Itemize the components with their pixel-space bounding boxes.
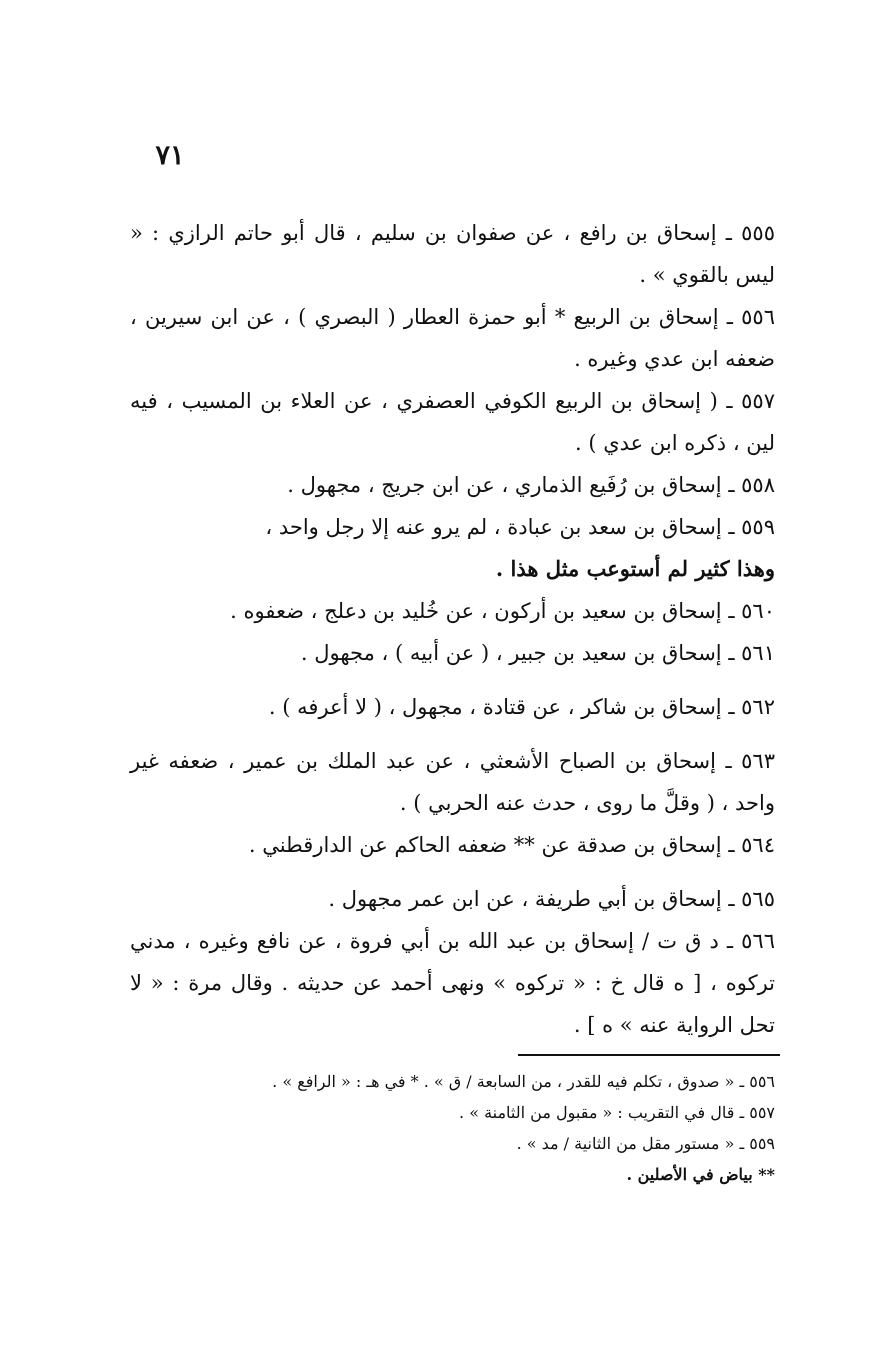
page-number: ٧١: [155, 140, 185, 171]
entry-562: ٥٦٢ ـ إسحاق بن شاكر ، عن قتادة ، مجهول ، ( لا أعرفه ) .: [268, 695, 775, 719]
entry-564: ٥٦٤ ـ إسحاق بن صدقة عن ** ضعفه الحاكم عن الدارقطني .: [248, 833, 775, 857]
entry-559: ٥٥٩ ـ إسحاق بن سعد بن عبادة ، لم يرو عنه إلا رجل واحد ،: [265, 515, 775, 539]
entry-556: ٥٥٦ ـ إسحاق بن الربيع * أبو حمزة العطار ( البصري ) ، عن ابن سيرين ، ضعفه ابن عدي وغيره .: [130, 305, 775, 371]
entry-561: ٥٦١ ـ إسحاق بن سعيد بن جبير ، ( عن أبيه ) ، مجهول .: [300, 641, 775, 665]
entry-555: ٥٥٥ ـ إسحاق بن رافع ، عن صفوان بن سليم ، قال أبو حاتم الرازي : « ليس بالقوي » .: [130, 221, 775, 287]
entry-565: ٥٦٥ ـ إسحاق بن أبي طريفة ، عن ابن عمر مجهول .: [328, 887, 775, 911]
entry-557: ٥٥٧ ـ ( إسحاق بن الربيع الكوفي العصفري ، عن العلاء بن المسيب ، فيه لين ، ذكره ابن عدي ) .: [130, 389, 775, 455]
footnote-557: ٥٥٧ ـ قال في التقريب : « مقبول من الثامنة » .: [459, 1103, 775, 1122]
entry-558: ٥٥٨ ـ إسحاق بن رُفَيع الذماري ، عن ابن جريج ، مجهول .: [287, 473, 775, 497]
footnote-separator: [518, 1054, 780, 1056]
entry-566: ٥٦٦ ـ د ق ت / إسحاق بن عبد الله بن أبي فروة ، عن نافع وغيره ، مدني تركوه ، [ ه قال خ : « تركوه » ونهى أحمد عن حديثه . وقال مرة : « لا تحل الرواية عنه » ه ] .: [130, 929, 775, 1037]
footnotes: [125, 1066, 775, 1190]
footnote-556: ٥٥٦ ـ « صدوق ، تكلم فيه للقدر ، من السابعة / ق » . * في هـ : « الرافع » .: [272, 1072, 775, 1091]
footnote-559: ٥٥٩ ـ « مستور مقل من الثانية / مد » .: [516, 1134, 775, 1153]
entry-563: ٥٦٣ ـ إسحاق بن الصباح الأشعثي ، عن عبد الملك بن عمير ، ضعفه غير واحد ، ( وقلَّ ما روى ، حدث عنه الحربي ) .: [130, 749, 775, 815]
entry-560: ٥٦٠ ـ إسحاق بن سعيد بن أركون ، عن خُليد بن دعلج ، ضعفوه .: [230, 599, 775, 623]
author-remark: وهذا كثير لم أستوعب مثل هذا .: [495, 556, 775, 581]
entries-body: [130, 212, 775, 1046]
footnote-blank-note: ** بياض في الأصلين .: [626, 1165, 775, 1184]
